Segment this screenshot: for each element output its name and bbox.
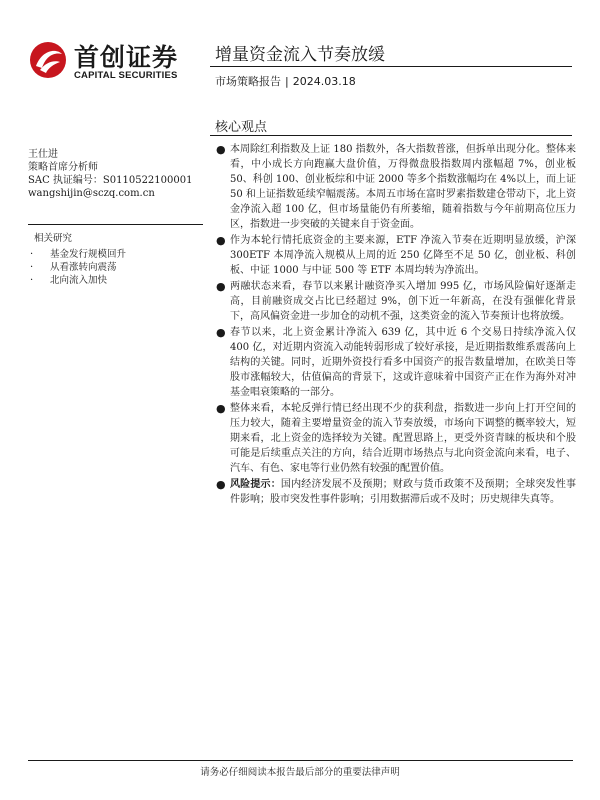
footer-disclaimer: 请务必仔细阅读本报告最后部分的重要法律声明 [200,767,400,778]
key-point: ● 整体来看，本轮反弹行情已经出现不少的获利盘，指数进一步向上打开空间的压力较大，随着主要增量资金的流入节奏放缓，市场向下调整的概率较大，短期来看，北上资金的选择较为关键。配置思路上，更受外资青睐的板块和个股可能是后续重点关注的方向，结合近期市场热点与北向资金流向来看，电子、汽车、有色、家电等行业仍然有较强的配置价值。 [216,402,576,474]
company-logo [28,38,203,88]
bullet-icon: ● [216,280,226,293]
related-item[interactable]: · 基金发行规模回升 [30,249,127,260]
bullet-icon: ● [216,478,226,491]
risk-label: 风险提示： [230,479,281,490]
footer-divider [28,760,573,761]
report-type: 市场策略报告 [215,75,281,88]
author-block [28,148,203,200]
related-list [28,248,203,287]
title-divider [210,66,572,67]
key-point-risk: ● 风险提示：国内经济发展不及预期；财政与货币政策不及预期；全球突发性事件影响；股市突发性事件影响；引用数据滞后或不及时；历史规律失真等。 [216,478,577,505]
author-divider [28,224,203,225]
logo-mark-icon [28,40,68,80]
bullet-icon: ● [216,234,226,247]
license-label: SAC 执证编号： [28,175,103,186]
bullet-icon: · [30,249,34,260]
report-date: 2024.03.18 [292,75,356,88]
bullet-icon: ● [216,143,226,156]
logo-text-en: CAPITAL SECURITIES [74,70,178,81]
key-point: ● 两融状态来看，春节以来累计融资净买入增加 995 亿，市场风险偏好逐渐走高，目前融资成交占比已经超过 9%，创下近一年新高，在没有强催化背景下，高风偏资金进一步加仓的动机不强，这类资金的流入节奏预计也将放缓。 [216,280,576,322]
author-name: 王仕进 [28,149,58,160]
meta-separator: | [285,75,289,88]
report-title: 增量资金流入节奏放缓 [215,45,385,65]
author-email[interactable]: wangshijin@sczq.com.cn [28,188,155,199]
bullet-icon: · [30,262,34,273]
author-license [28,174,203,187]
section-heading: 核心观点 [215,120,268,135]
key-point: ● 作为本轮行情托底资金的主要来源，ETF 净流入节奏在近期明显放缓，沪深 300ETF 本周净流入规模从上周的近 250 亿降至不足 50 亿，创业板、科创板、中证 1000 与中证 500 等 ETF 本周均转为净流出。 [216,234,576,276]
author-role: 策略首席分析师 [28,162,98,173]
key-points-list [216,142,576,508]
related-item[interactable]: · 从看涨转向震荡 [30,262,117,273]
related-item[interactable]: · 北向流入加快 [30,275,108,286]
logo-text-cn: 首创证券 [74,43,179,72]
section-divider [210,135,572,136]
key-point: ● 本周除红利指数及上证 180 指数外，各大指数普涨，但拆单出现分化。整体来看，中小成长方向跑赢大盘价值，万得微盘股指数周内涨幅超 7%，创业板 50、科创 100、创业板综和中证 2000 等多个指数涨幅均在 4%以上，而上证 50 和上证指数延续窄幅震荡。本周五市场在富时罗素指数建仓带动下，北上资金净流入超 100 亿，但市场量能仍有所萎缩，随着指数与今年前期高位压力区，指数进一步突破的关键来自于资金面。 [216,143,576,230]
related-heading: 相关研究 [34,233,73,244]
bullet-icon: ● [216,402,226,415]
report-meta [215,73,356,89]
bullet-icon: ● [216,326,226,339]
related-research [28,232,203,287]
bullet-icon: · [30,275,34,286]
key-point: ● 春节以来，北上资金累计净流入 639 亿，其中近 6 个交易日持续净流入仅 400 亿，对近期内资流入动能转弱形成了较好承接，是近期指数维系震荡向上结构的关键。同时，近期外资投行看多中国资产的报告数量增加，在欧美日等股市涨幅较大，估值偏高的背景下，这或许意味着中国资产正在作为海外对冲基金唱衰策略的一部分。 [216,326,576,398]
license-number: S0110522100001 [102,175,193,186]
